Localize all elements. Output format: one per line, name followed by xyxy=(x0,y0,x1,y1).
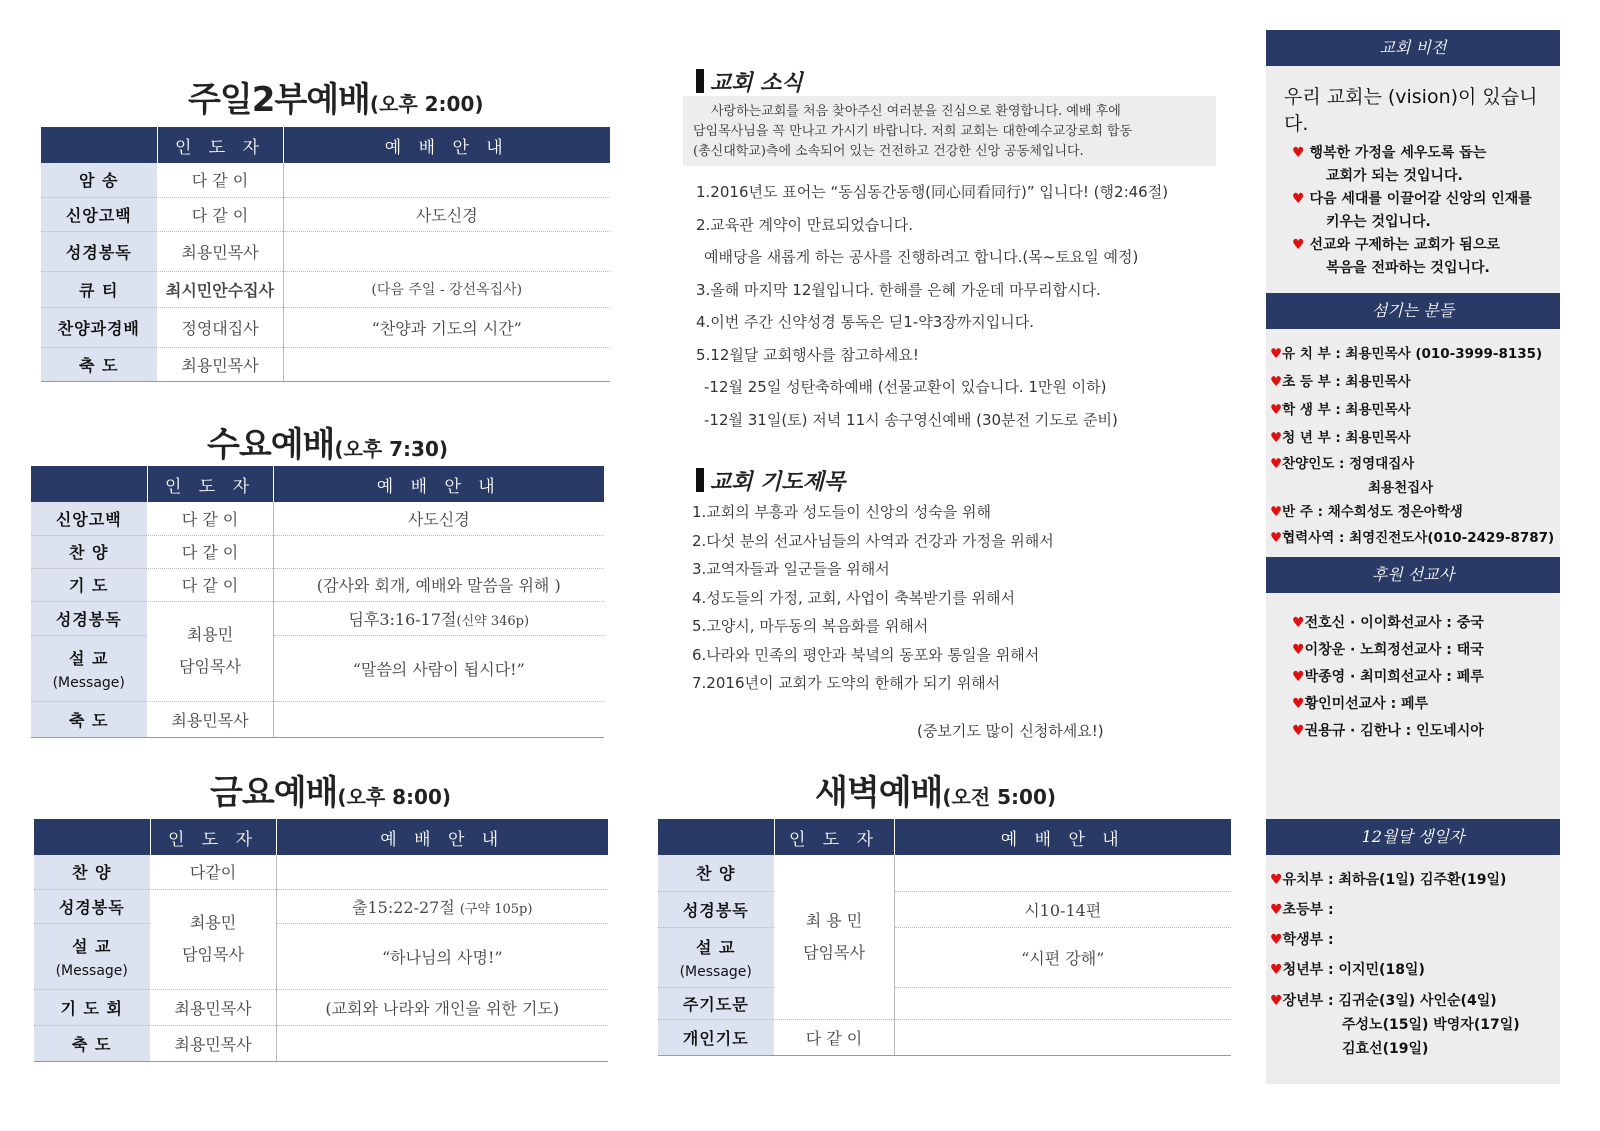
heart-icon: ♥ xyxy=(1292,642,1305,658)
list-item xyxy=(1292,610,1484,637)
row-label: 기 도 xyxy=(31,568,147,601)
wednesday-time: (오후 7:30) xyxy=(334,437,449,461)
friday-title xyxy=(210,765,451,814)
scripture-page: (신약 346p) xyxy=(456,613,530,629)
label-text: 설 교 xyxy=(69,648,109,668)
row-leader: 다 같 이 xyxy=(774,1019,894,1055)
heart-icon: ♥ xyxy=(1270,932,1283,948)
missionary-text: 이창운 · 노희정선교사 : 태국 xyxy=(1304,642,1484,658)
row-label: 큐 티 xyxy=(41,271,157,307)
list-item: 2.교육관 계약이 만료되었습니다. xyxy=(696,215,913,234)
vision-heading: 교회 비전 xyxy=(1266,30,1560,66)
news-intro-line: 사랑하는교회를 처음 찾아주신 여러분을 진심으로 환영합니다. 예배 후에 xyxy=(711,104,1121,119)
birthday-list xyxy=(1270,865,1520,1061)
row-guide xyxy=(276,1025,608,1061)
heart-icon: ♥ xyxy=(1270,504,1283,520)
row-leader: 최용민목사 xyxy=(147,701,273,737)
row-leader: 정영대집사 xyxy=(157,307,283,347)
list-item xyxy=(1270,396,1554,424)
vision-title: 우리 교회는 (vision)이 있습니다. xyxy=(1284,86,1538,135)
vision-line: 키우는 것입니다. xyxy=(1326,214,1431,230)
list-item: 3.올해 마지막 12월입니다. 한해를 은혜 가운데 마무리합시다. xyxy=(696,280,1101,299)
servant-text: 초 등 부 : 최용민목사 xyxy=(1282,374,1411,390)
row-guide: “말씀의 사람이 됩시다!” xyxy=(273,635,604,701)
news-intro xyxy=(683,96,1216,166)
row-guide: “찬양과 기도의 시간” xyxy=(283,307,610,347)
list-item: -12월 25일 성탄축하예배 (선물교환이 있습니다. 1만원 이하) xyxy=(704,378,1107,396)
heart-icon: ♥ xyxy=(1292,191,1305,207)
servant-text: 유 치 부 : 최용민목사 (010-3999-8135) xyxy=(1282,346,1543,362)
sunday-title xyxy=(188,72,484,121)
row-guide xyxy=(273,535,604,568)
heart-icon: ♥ xyxy=(1292,615,1305,631)
row-guide: “시편 강해” xyxy=(894,927,1231,987)
row-label: 축 도 xyxy=(34,1025,150,1061)
heart-icon: ♥ xyxy=(1270,374,1283,390)
vision-line: 선교와 구제하는 교회가 됨으로 xyxy=(1309,237,1500,253)
heart-icon: ♥ xyxy=(1292,669,1305,685)
table-head-empty xyxy=(41,127,157,163)
dawn-title-text: 새벽예배 xyxy=(815,773,943,813)
row-leader: 다 같 이 xyxy=(157,163,283,197)
label-sub: (Message) xyxy=(52,674,125,691)
missionary-text: 박종영 · 최미희선교사 : 페루 xyxy=(1304,669,1484,685)
missionary-heading: 후원 선교사 xyxy=(1266,557,1560,593)
birthday-text: 학생부 : xyxy=(1282,932,1334,948)
list-item-cont: 김효선(19일) xyxy=(1342,1041,1429,1057)
pastor-name: 최용민 xyxy=(186,625,234,644)
row-leader: 최용민목사 xyxy=(150,989,276,1025)
scripture-ref: 출15:22-27절 xyxy=(352,897,455,917)
list-item: 1.교회의 부흥과 성도들이 신앙의 성숙을 위해 xyxy=(692,503,991,521)
prayer-request-note: (중보기도 많이 신청하세요!) xyxy=(917,722,1104,740)
pastor-title: 담임목사 xyxy=(179,657,241,676)
friday-table xyxy=(34,819,608,1062)
row-guide: 시10-14편 xyxy=(894,891,1231,927)
list-item xyxy=(1292,718,1484,745)
list-item: -12월 31일(토) 저녁 11시 송구영신예배 (30분전 기도로 준비) xyxy=(704,410,1118,429)
label-text: 설 교 xyxy=(696,937,736,957)
heart-icon: ♥ xyxy=(1270,346,1283,362)
row-guide xyxy=(894,855,1231,891)
heart-icon: ♥ xyxy=(1270,530,1283,546)
list-item: 2.다섯 분의 선교사님들의 사역과 건강과 가정을 위해서 xyxy=(692,531,1054,550)
row-label: 축 도 xyxy=(31,701,147,737)
list-item xyxy=(1270,340,1554,368)
table-head-guide: 예 배 안 내 xyxy=(276,819,608,855)
row-label: 성경봉독 xyxy=(658,891,774,927)
list-item-cont: 주성노(15일) 박영자(17일) xyxy=(1342,1017,1520,1033)
sunday-time: (오후 2:00) xyxy=(369,92,484,116)
list-item: 6.나라와 민족의 평안과 북녘의 동포와 통일을 위해서 xyxy=(692,645,1040,664)
missionary-text: 전호신 · 이이화선교사 : 중국 xyxy=(1304,615,1484,631)
row-leader: 다 같 이 xyxy=(147,535,273,568)
missionary-text: 권용규 · 김한나 : 인도네시아 xyxy=(1304,723,1484,739)
servant-text: 찬양인도 : 정영대집사 xyxy=(1282,456,1415,472)
table-head-empty xyxy=(34,819,150,855)
vision-line: 복음을 전파하는 것입니다. xyxy=(1326,260,1490,276)
list-item xyxy=(1270,368,1554,396)
heart-icon: ♥ xyxy=(1270,872,1283,888)
row-label: 성경봉독 xyxy=(34,889,150,923)
vision-line: 다음 세대를 이끌어갈 신앙의 인재를 xyxy=(1309,191,1532,207)
list-item: 3.교역자들과 일군들을 위해서 xyxy=(692,560,890,578)
row-label: 기 도 회 xyxy=(34,989,150,1025)
birthday-text: 장년부 : 김귀순(3일) 사인순(4일) xyxy=(1282,993,1497,1009)
vision-line: 행복한 가정을 세우도록 돕는 xyxy=(1309,145,1487,161)
servant-text: 협력사역 : 최영진전도사(010-2429-8787) xyxy=(1282,530,1555,546)
list-item xyxy=(1270,925,1520,955)
heart-icon: ♥ xyxy=(1270,430,1283,446)
heart-icon: ♥ xyxy=(1270,993,1283,1009)
pastor-title: 담임목사 xyxy=(182,945,244,964)
news-intro-line: (총신대학교)측에 소속되어 있는 건전하고 건강한 신앙 공동체입니다. xyxy=(693,144,1084,159)
row-label: 축 도 xyxy=(41,347,157,381)
list-item xyxy=(1292,691,1484,718)
row-guide: 사도신경 xyxy=(283,197,610,231)
list-item-cont: 최용천집사 xyxy=(1368,480,1434,496)
list-item: 5.12월달 교회행사를 참고하세요! xyxy=(696,345,919,364)
table-head-leader: 인 도 자 xyxy=(150,819,276,855)
friday-title-text: 금요예배 xyxy=(210,773,338,813)
row-label: 찬 양 xyxy=(658,855,774,891)
row-guide: (감사와 회개, 예배와 말씀을 위해 ) xyxy=(273,568,604,601)
row-leader: 최용민목사 xyxy=(157,231,283,271)
row-guide xyxy=(894,1019,1231,1055)
heading-bar xyxy=(696,468,704,492)
table-head-guide: 예 배 안 내 xyxy=(273,466,604,502)
table-head-guide: 예 배 안 내 xyxy=(283,127,610,163)
row-guide xyxy=(283,231,610,271)
table-head-leader: 인 도 자 xyxy=(774,819,894,855)
dawn-time: (오전 5:00) xyxy=(942,785,1057,809)
table-head-empty xyxy=(658,819,774,855)
scripture-page: (구약 105p) xyxy=(459,901,533,917)
heart-icon: ♥ xyxy=(1270,962,1283,978)
row-label: 성경봉독 xyxy=(41,231,157,271)
row-label: 찬 양 xyxy=(34,855,150,889)
row-label xyxy=(34,923,150,989)
row-guide: “하나님의 사명!” xyxy=(276,923,608,989)
label-sub: (Message) xyxy=(55,962,128,979)
row-guide xyxy=(273,601,604,635)
vision-block xyxy=(1284,82,1560,280)
row-guide xyxy=(283,347,610,381)
list-item xyxy=(1270,452,1554,476)
row-label: 주기도문 xyxy=(658,987,774,1019)
dawn-title xyxy=(815,765,1056,814)
servant-text: 청 년 부 : 최용민목사 xyxy=(1282,430,1411,446)
prayer-heading xyxy=(696,465,845,496)
sunday-title-text: 주일2부예배 xyxy=(188,80,370,120)
row-guide xyxy=(273,701,604,737)
table-head-leader: 인 도 자 xyxy=(157,127,283,163)
row-label: 암 송 xyxy=(41,163,157,197)
row-leader: 다같이 xyxy=(150,855,276,889)
row-guide xyxy=(276,889,608,923)
row-label: 개인기도 xyxy=(658,1019,774,1055)
servants-list xyxy=(1270,340,1554,552)
row-label: 찬 양 xyxy=(31,535,147,568)
heart-icon: ♥ xyxy=(1292,237,1305,253)
missionary-list xyxy=(1292,610,1484,745)
list-item xyxy=(1292,664,1484,691)
list-item: 7.2016년이 교회가 도약의 한해가 되기 위해서 xyxy=(692,674,1001,692)
vision-item xyxy=(1284,188,1560,234)
table-head-leader: 인 도 자 xyxy=(147,466,273,502)
sidebar xyxy=(1266,30,1560,1084)
friday-time: (오후 8:00) xyxy=(337,785,452,809)
birthday-text: 청년부 : 이지민(18일) xyxy=(1282,962,1425,978)
list-item xyxy=(1270,955,1520,985)
row-label: 성경봉독 xyxy=(31,601,147,635)
heart-icon: ♥ xyxy=(1292,145,1305,161)
list-item xyxy=(1270,500,1554,524)
row-guide: (다음 주일 - 강선옥집사) xyxy=(283,271,610,307)
row-label: 신앙고백 xyxy=(31,502,147,535)
list-item: 5.고양시, 마두동의 복음화를 위해서 xyxy=(692,617,929,635)
heart-icon: ♥ xyxy=(1270,902,1283,918)
row-leader: 다 같 이 xyxy=(157,197,283,231)
label-text: 설 교 xyxy=(72,936,112,956)
heart-icon: ♥ xyxy=(1292,723,1305,739)
pastor-cell xyxy=(147,601,273,701)
heart-icon: ♥ xyxy=(1270,456,1283,472)
wednesday-title xyxy=(207,417,448,466)
table-head-empty xyxy=(31,466,147,502)
row-leader: 다 같 이 xyxy=(147,568,273,601)
list-item xyxy=(1292,637,1484,664)
list-item xyxy=(1270,895,1520,925)
prayer-heading-text: 교회 기도제목 xyxy=(710,469,846,495)
missionary-text: 황인미선교사 : 페루 xyxy=(1304,696,1429,712)
news-intro-line: 담임목사님을 꼭 만나고 가시기 바랍니다. 저희 교회는 대한예수교장로회 합동 xyxy=(693,124,1133,139)
list-item: 4.성도들의 가정, 교회, 사업이 축복받기를 위해서 xyxy=(692,588,1015,607)
birthday-text: 초등부 : xyxy=(1282,902,1334,918)
table-head-guide: 예 배 안 내 xyxy=(894,819,1231,855)
list-item xyxy=(1270,865,1520,895)
list-item: 예배당을 새롭게 하는 공사를 진행하려고 합니다.(목~토요일 예정) xyxy=(704,248,1139,266)
wednesday-title-text: 수요예배 xyxy=(207,425,335,465)
row-leader: 최시민안수집사 xyxy=(157,271,283,307)
row-label xyxy=(658,927,774,987)
vision-line: 교회가 되는 것입니다. xyxy=(1326,168,1463,184)
wednesday-table xyxy=(31,466,604,738)
pastor-name: 최용민 xyxy=(189,913,237,932)
row-guide: (교회와 나라와 개인을 위한 기도) xyxy=(276,989,608,1025)
pastor-title: 담임목사 xyxy=(803,942,865,962)
list-item xyxy=(1270,424,1554,452)
servant-text: 학 생 부 : 최용민목사 xyxy=(1282,402,1411,418)
heading-bar xyxy=(696,69,704,93)
news-list xyxy=(696,176,1168,436)
list-item xyxy=(1270,989,1520,1013)
label-sub: (Message) xyxy=(679,963,752,980)
row-label: 찬양과경배 xyxy=(41,307,157,347)
servants-heading: 섬기는 분들 xyxy=(1266,293,1560,329)
heart-icon: ♥ xyxy=(1270,402,1283,418)
vision-item xyxy=(1284,142,1560,188)
row-guide: 사도신경 xyxy=(273,502,604,535)
birthday-heading: 12월달 생일자 xyxy=(1266,819,1560,855)
list-item xyxy=(1270,524,1554,552)
scripture-ref: 딤후3:16-17절 xyxy=(348,609,457,629)
row-leader: 다 같 이 xyxy=(147,502,273,535)
news-heading xyxy=(696,66,803,97)
birthday-text: 유치부 : 최하음(1일) 김주환(19일) xyxy=(1282,872,1507,888)
row-guide xyxy=(283,163,610,197)
servant-text: 반 주 : 채수희성도 정은아학생 xyxy=(1282,504,1463,520)
prayer-list xyxy=(692,498,1054,698)
heart-icon: ♥ xyxy=(1292,696,1305,712)
pastor-name: 최 용 민 xyxy=(805,910,863,930)
pastor-cell xyxy=(150,889,276,989)
list-item: 4.이번 주간 신약성경 통독은 딛1-약3장까지입니다. xyxy=(696,313,1034,331)
dawn-table xyxy=(658,819,1231,1056)
row-guide xyxy=(276,855,608,889)
row-leader: 최용민목사 xyxy=(150,1025,276,1061)
row-label: 신앙고백 xyxy=(41,197,157,231)
vision-item xyxy=(1284,234,1560,280)
row-guide xyxy=(894,987,1231,1019)
row-leader: 최용민목사 xyxy=(157,347,283,381)
news-heading-text: 교회 소식 xyxy=(710,70,803,96)
sunday-table xyxy=(41,127,610,382)
row-label xyxy=(31,635,147,701)
pastor-cell xyxy=(774,855,894,1019)
list-item: 1.2016년도 표어는 “동심동간동행(同心同看同行)” 입니다! (행2:46절) xyxy=(696,183,1169,201)
